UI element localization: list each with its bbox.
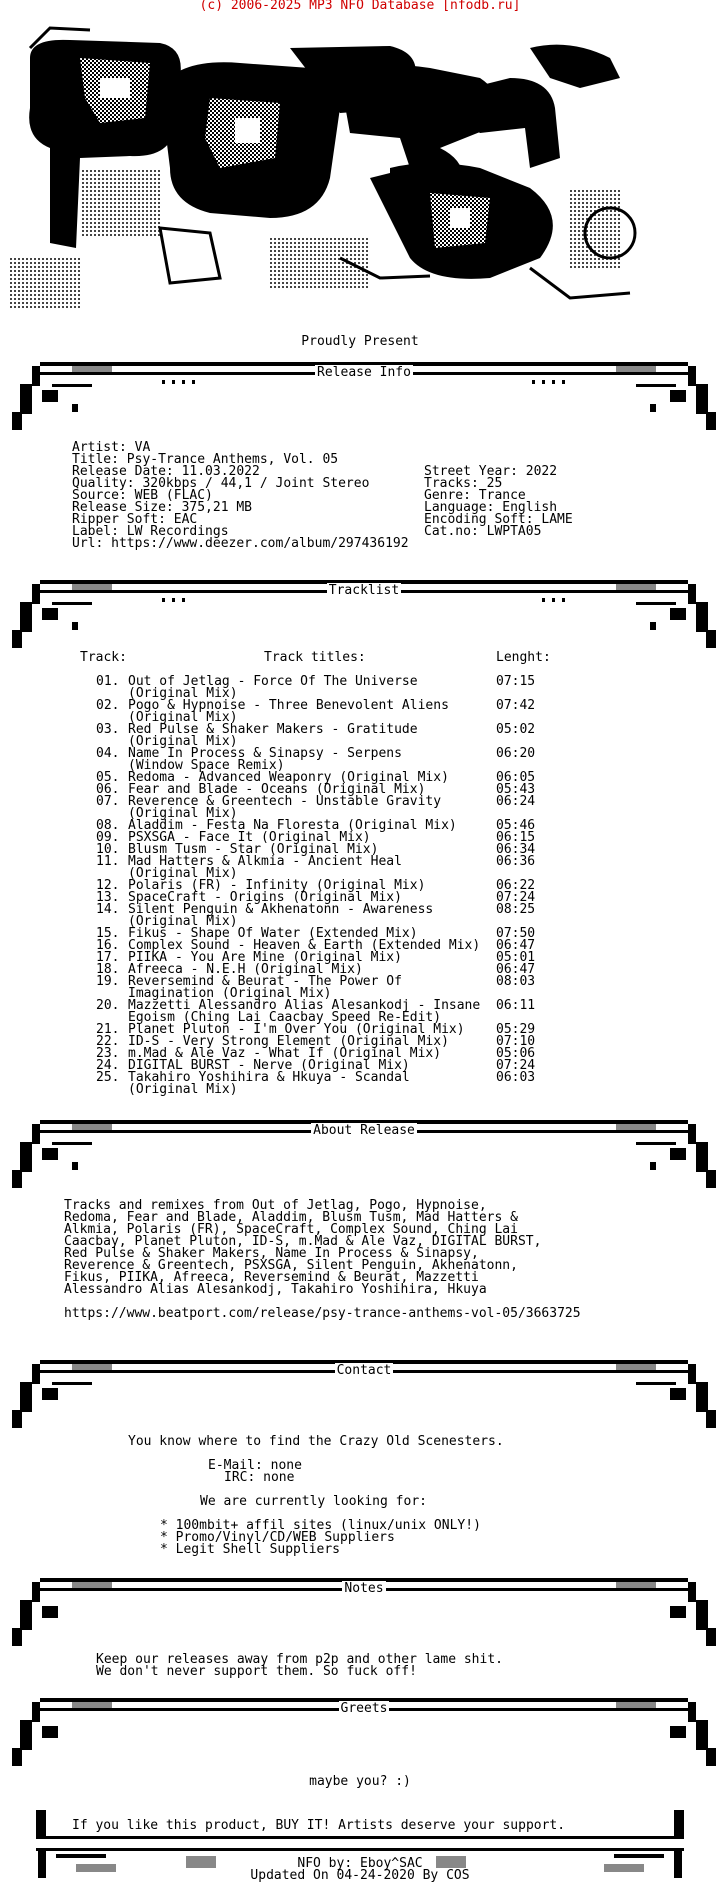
track-length: 05:02 xyxy=(496,722,536,737)
track-length: 05:29 xyxy=(496,1022,536,1037)
track-length: 06:11 xyxy=(496,998,536,1013)
track-number: 21. xyxy=(96,1022,120,1037)
about-line: Caacbay, Planet Pluton, ID-S, m.Mad & Ale Vaz, DIGITAL BURST, xyxy=(64,1234,542,1249)
release-size-field: Release Size: 375,21 MB xyxy=(72,500,253,515)
updated-on: Updated On 04-24-2020 By COS xyxy=(250,1868,470,1883)
label-field: Label: LW Recordings xyxy=(72,524,229,539)
track-length: 06:05 xyxy=(496,770,536,785)
track-number: 15. xyxy=(96,926,120,941)
track-title: Out of Jetlag - Force Of The Universe xyxy=(128,674,418,689)
release-info-left xyxy=(72,440,409,562)
track-length: 06:20 xyxy=(496,746,536,761)
track-length: 05:46 xyxy=(496,818,536,833)
track-number: 18. xyxy=(96,962,120,977)
group-logo-art xyxy=(10,18,660,328)
contact-intro: You know where to find the Crazy Old Scenesters. xyxy=(128,1434,504,1449)
quality-field: Quality: 320kbps / 44,1 / Joint Stereo xyxy=(72,476,370,491)
release-date-field: Release Date: 11.03.2022 xyxy=(72,464,260,479)
track-number: 16. xyxy=(96,938,120,953)
track-title: PIIKA - You Are Mine (Original Mix) xyxy=(128,950,402,965)
notes-banner xyxy=(12,1576,716,1648)
track-title-continuation: Egoism (Ching Lai Caacbay Speed Re-Edit) xyxy=(128,1010,442,1025)
contact-item: * Promo/Vinyl/CD/WEB Suppliers xyxy=(160,1530,395,1545)
about-line: Redoma, Fear and Blade, Aladdim, Blusm Tusm, Mad Hatters & xyxy=(64,1210,518,1225)
release-info-right xyxy=(424,464,573,550)
track-length: 07:10 xyxy=(496,1034,536,1049)
track-title: m.Mad & Ale Vaz - What If (Original Mix) xyxy=(128,1046,442,1061)
tracklist-header-length: Lenght: xyxy=(496,650,551,665)
track-length: 06:34 xyxy=(496,842,536,857)
track-title-continuation: (Original Mix) xyxy=(128,686,238,701)
track-number: 09. xyxy=(96,830,120,845)
track-title-continuation: (Original Mix) xyxy=(128,914,238,929)
track-title: Planet Pluton - I'm Over You (Original Mix) xyxy=(128,1022,465,1037)
notes-line: We don't never support them. So fuck off! xyxy=(96,1664,417,1679)
track-length: 06:47 xyxy=(496,962,536,977)
about-text xyxy=(64,1198,581,1321)
track-title: Takahiro Yoshihira & Hkuya - Scandal xyxy=(128,1070,410,1085)
nfo-by: NFO by: Eboy^SAC xyxy=(297,1856,423,1871)
track-title: Fikus - Shape Of Water (Extended Mix) xyxy=(128,926,418,941)
title-field: Title: Psy-Trance Anthems, Vol. 05 xyxy=(72,452,339,467)
artist-field: Artist: VA xyxy=(72,440,151,455)
track-title-continuation: (Original Mix) xyxy=(128,806,238,821)
track-length: 05:43 xyxy=(496,782,536,797)
tracklist-header-track: Track: xyxy=(80,650,127,665)
track-title: Complex Sound - Heaven & Earth (Extended Mix) xyxy=(128,938,481,953)
track-title-continuation: (Window Space Remix) xyxy=(128,758,285,773)
track-number: 14. xyxy=(96,902,120,917)
contact-banner xyxy=(12,1358,716,1430)
track-title: Redoma - Advanced Weaponry (Original Mix) xyxy=(128,770,449,785)
track-title: Blusm Tusm - Star (Original Mix) xyxy=(128,842,379,857)
support-notice: If you like this product, BUY IT! Artists deserve your support. xyxy=(72,1818,566,1833)
track-length: 07:42 xyxy=(496,698,536,713)
tracklist xyxy=(0,676,720,1096)
contact-item: * 100mbit+ affil sites (linux/unix ONLY!) xyxy=(160,1518,481,1533)
greets-line: maybe you? :) xyxy=(309,1774,411,1789)
tracklist-banner xyxy=(12,578,716,650)
proudly-present: Proudly Present xyxy=(301,334,419,349)
section-title-greets: Greets xyxy=(340,1701,388,1716)
track-length: 05:01 xyxy=(496,950,536,965)
notes-line: Keep our releases away from p2p and other lame shit. xyxy=(96,1652,503,1667)
about-line: Alessandro Alias Alesankodj, Takahiro Yoshihira, Hkuya xyxy=(64,1282,487,1297)
track-title: Mad Hatters & Alkmia - Ancient Heal xyxy=(128,854,402,869)
track-number: 17. xyxy=(96,950,120,965)
contact-item: * Legit Shell Suppliers xyxy=(160,1542,341,1557)
track-number: 03. xyxy=(96,722,120,737)
about-line: Tracks and remixes from Out of Jetlag, Pogo, Hypnoise, xyxy=(64,1198,487,1213)
track-number: 25. xyxy=(96,1070,120,1085)
beatport-url[interactable]: https://www.beatport.com/release/psy-trance-anthems-vol-05/3663725 xyxy=(64,1306,581,1321)
track-title: Reverence & Greentech - Unstable Gravity xyxy=(128,794,442,809)
track-length: 07:15 xyxy=(496,674,536,689)
section-title-contact: Contact xyxy=(336,1363,392,1378)
track-length: 06:03 xyxy=(496,1070,536,1085)
about-line: Alkmia, Polaris (FR), SpaceCraft, Complex Sound, Ching Lai xyxy=(64,1222,518,1237)
track-title-continuation: (Original Mix) xyxy=(128,710,238,725)
track-length: 08:03 xyxy=(496,974,536,989)
about-banner xyxy=(12,1118,716,1190)
track-number: 20. xyxy=(96,998,120,1013)
track-length: 06:24 xyxy=(496,794,536,809)
track-length: 06:15 xyxy=(496,830,536,845)
about-line: Reverence & Greentech, PSXSGA, Silent Penguin, Akhenatonn, xyxy=(64,1258,518,1273)
track-length: 05:06 xyxy=(496,1046,536,1061)
contact-looking: We are currently looking for: xyxy=(200,1494,427,1509)
url-field: Url: https://www.deezer.com/album/297436192 xyxy=(72,536,409,551)
track-number: 12. xyxy=(96,878,120,893)
track-title: Fear and Blade - Oceans (Original Mix) xyxy=(128,782,426,797)
track-title: Red Pulse & Shaker Makers - Gratitude xyxy=(128,722,418,737)
track-title-continuation: (Original Mix) xyxy=(128,734,238,749)
encoding-soft-field: Encoding Soft: LAME xyxy=(424,512,573,527)
track-title: SpaceCraft - Origins (Original Mix) xyxy=(128,890,402,905)
track-title-continuation: Imagination (Original Mix) xyxy=(128,986,332,1001)
track-length: 06:36 xyxy=(496,854,536,869)
track-title: Polaris (FR) - Infinity (Original Mix) xyxy=(128,878,426,893)
track-number: 19. xyxy=(96,974,120,989)
about-line: Fikus, PIIKA, Afreeca, Reversemind & Beurat, Mazzetti xyxy=(64,1270,479,1285)
section-title-notes: Notes xyxy=(344,1581,384,1596)
track-length: 07:24 xyxy=(496,890,536,905)
contact-email: E-Mail: none xyxy=(208,1458,302,1473)
track-length: 08:25 xyxy=(496,902,536,917)
cat-no-field: Cat.no: LWPTA05 xyxy=(424,524,542,539)
track-number: 11. xyxy=(96,854,120,869)
track-title: Mazzetti Alessandro Alias Alesankodj - Insane xyxy=(128,998,481,1013)
track-number: 06. xyxy=(96,782,120,797)
track-number: 13. xyxy=(96,890,120,905)
track-title: Reversemind & Beurat - The Power Of xyxy=(128,974,402,989)
track-number: 07. xyxy=(96,794,120,809)
section-title-about: About Release xyxy=(313,1123,415,1138)
track-title: PSXSGA - Face It (Original Mix) xyxy=(128,830,371,845)
track-number: 04. xyxy=(96,746,120,761)
street-year-field: Street Year: 2022 xyxy=(424,464,558,479)
track-number: 23. xyxy=(96,1046,120,1061)
track-number: 10. xyxy=(96,842,120,857)
track-title: DIGITAL BURST - Nerve (Original Mix) xyxy=(128,1058,410,1073)
track-title-continuation: (Original Mix) xyxy=(128,866,238,881)
section-title-release-info: Release Info xyxy=(317,365,411,380)
section-title-tracklist: Tracklist xyxy=(328,583,400,598)
track-title: Silent Penguin & Akhenatonn - Awareness xyxy=(128,902,434,917)
track-number: 24. xyxy=(96,1058,120,1073)
about-line: Red Pulse & Shaker Makers, Name In Process & Sinapsy, xyxy=(64,1246,479,1261)
track-length: 07:50 xyxy=(496,926,536,941)
tracks-field: Tracks: 25 xyxy=(424,476,503,491)
track-number: 01. xyxy=(96,674,120,689)
track-number: 02. xyxy=(96,698,120,713)
track-title: Afreeca - N.E.H (Original Mix) xyxy=(128,962,363,977)
contact-irc: IRC: none xyxy=(224,1470,295,1485)
track-number: 08. xyxy=(96,818,120,833)
track-title: Aladdim - Festa Na Floresta (Original Mix) xyxy=(128,818,457,833)
tracklist-header-titles: Track titles: xyxy=(264,650,366,665)
track-title: ID-S - Very Strong Element (Original Mix) xyxy=(128,1034,449,1049)
track-length: 06:47 xyxy=(496,938,536,953)
track-title: Name In Process & Sinapsy - Serpens xyxy=(128,746,402,761)
genre-field: Genre: Trance xyxy=(424,488,526,503)
track-length: 07:24 xyxy=(496,1058,536,1073)
language-field: Language: English xyxy=(424,500,558,515)
ripper-soft-field: Ripper Soft: EAC xyxy=(72,512,198,527)
release-info-banner xyxy=(12,360,716,432)
track-number: 05. xyxy=(96,770,120,785)
track-title: Pogo & Hypnoise - Three Benevolent Aliens xyxy=(128,698,449,713)
track-title-continuation: (Original Mix) xyxy=(128,1082,238,1097)
track-number: 22. xyxy=(96,1034,120,1049)
greets-banner xyxy=(12,1696,716,1768)
track-length: 06:22 xyxy=(496,878,536,893)
source-field: Source: WEB (FLAC) xyxy=(72,488,213,503)
site-credit: (c) 2006-2025 MP3 NFO Database [nfodb.ru] xyxy=(199,0,521,13)
